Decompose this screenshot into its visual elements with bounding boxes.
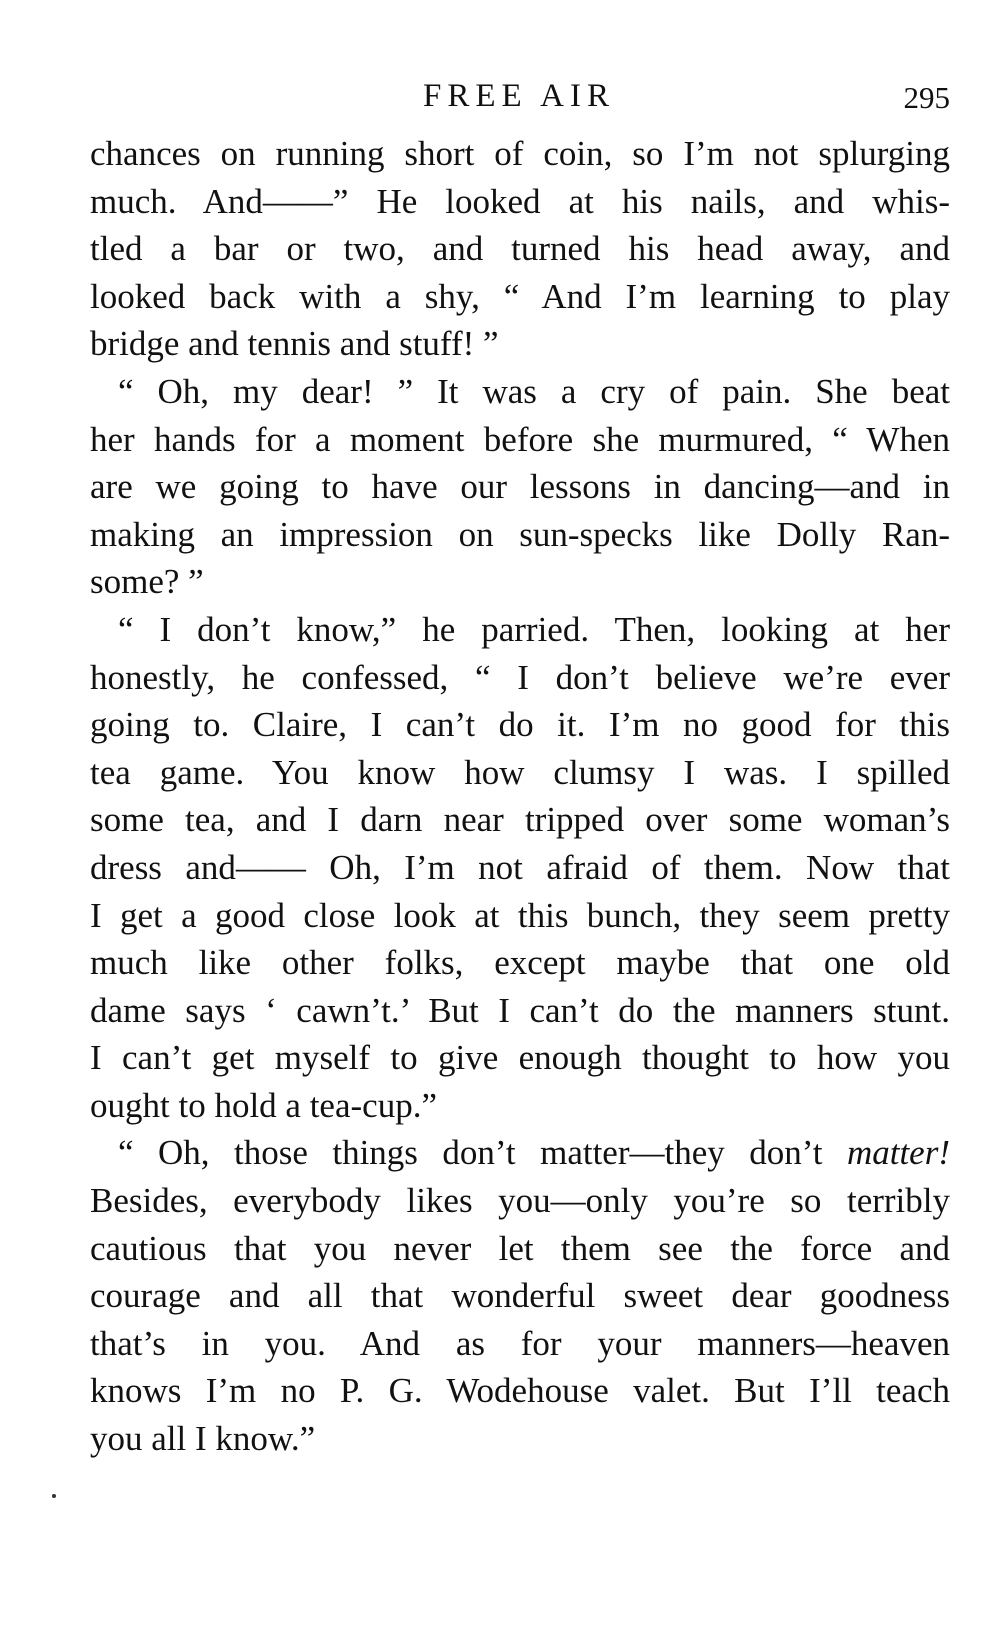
emphasized-word: matter! — [846, 1133, 950, 1173]
text-line — [90, 320, 950, 368]
text-line-content: are we going to have our lessons in dancing—and in — [90, 467, 950, 507]
text-line — [90, 511, 950, 559]
text-line-content: you all I know.” — [90, 1419, 316, 1459]
text-line — [90, 606, 950, 654]
text-line-content: some? ” — [90, 562, 204, 602]
running-head — [88, 72, 950, 120]
page-number: 295 — [903, 80, 950, 115]
text-line — [90, 273, 950, 321]
text-line — [90, 1129, 950, 1177]
text-line — [90, 844, 950, 892]
text-line — [90, 1082, 950, 1130]
text-line — [90, 1320, 950, 1368]
text-line — [90, 1367, 950, 1415]
text-line-content: honestly, he confessed, “ I don’t believe we’re ever — [90, 657, 950, 697]
body-text — [90, 130, 950, 1463]
text-line-content: “ Oh, those things don’t matter—they don’t — [118, 1133, 847, 1173]
text-line-content: that’s in you. And as for your manners—heaven — [90, 1323, 950, 1363]
text-line-content: dress and—— Oh, I’m not afraid of them. Now that — [90, 847, 950, 887]
text-line-content: much like other folks, except maybe that one old — [90, 943, 950, 983]
text-line-content: tled a bar or two, and turned his head away, and — [90, 229, 950, 269]
text-line-content: some tea, and I darn near tripped over some woman’s — [90, 800, 950, 840]
text-line — [90, 892, 950, 940]
text-line — [90, 463, 950, 511]
text-line-content: chances on running short of coin, so I’m not splurging — [90, 134, 950, 173]
text-line-content: making an impression on sun-specks like Dolly Ran- — [90, 514, 950, 554]
text-line — [90, 939, 950, 987]
text-line — [90, 1225, 950, 1273]
text-line-content: “ I don’t know,” he parried. Then, looking at her — [118, 609, 950, 649]
running-title: FREE AIR — [423, 78, 615, 114]
ink-speck — [52, 1494, 56, 1498]
text-line-content: knows I’m no P. G. Wodehouse valet. But I’ll teach — [90, 1371, 950, 1411]
text-line — [90, 558, 950, 606]
text-line — [90, 130, 950, 178]
text-line — [90, 416, 950, 464]
text-line — [90, 1415, 950, 1463]
text-line — [90, 987, 950, 1035]
text-line-content: bridge and tennis and stuff! ” — [90, 324, 499, 364]
text-line-content: cautious that you never let them see the force and — [90, 1228, 950, 1268]
text-line-content: courage and all that wonderful sweet dear goodness — [90, 1276, 950, 1316]
text-line — [90, 654, 950, 702]
text-line-content: her hands for a moment before she murmured, “ When — [90, 419, 950, 459]
text-line-content: much. And——” He looked at his nails, and whis- — [90, 181, 950, 221]
text-line-content: looked back with a shy, “ And I’m learning to play — [90, 276, 950, 316]
text-line-content: I get a good close look at this bunch, they seem pretty — [90, 895, 950, 935]
text-line-content: dame says ‘ cawn’t.’ But I can’t do the manners stunt. — [90, 990, 950, 1030]
text-line-content: Besides, everybody likes you—only you’re so terribly — [90, 1181, 950, 1221]
text-line — [90, 1034, 950, 1082]
text-line-content: going to. Claire, I can’t do it. I’m no good for this — [90, 705, 950, 745]
text-line-content: “ Oh, my dear! ” It was a cry of pain. She beat — [118, 371, 950, 411]
text-line — [90, 368, 950, 416]
text-line-content: I can’t get myself to give enough thought to how you — [90, 1038, 950, 1078]
text-line — [90, 749, 950, 797]
text-line — [90, 178, 950, 226]
text-line — [90, 1272, 950, 1320]
text-line — [90, 1177, 950, 1225]
text-line — [90, 796, 950, 844]
text-line — [90, 225, 950, 273]
text-line — [90, 701, 950, 749]
text-line-content: tea game. You know how clumsy I was. I spilled — [90, 752, 950, 792]
text-line-content: ought to hold a tea-cup.” — [90, 1085, 437, 1125]
